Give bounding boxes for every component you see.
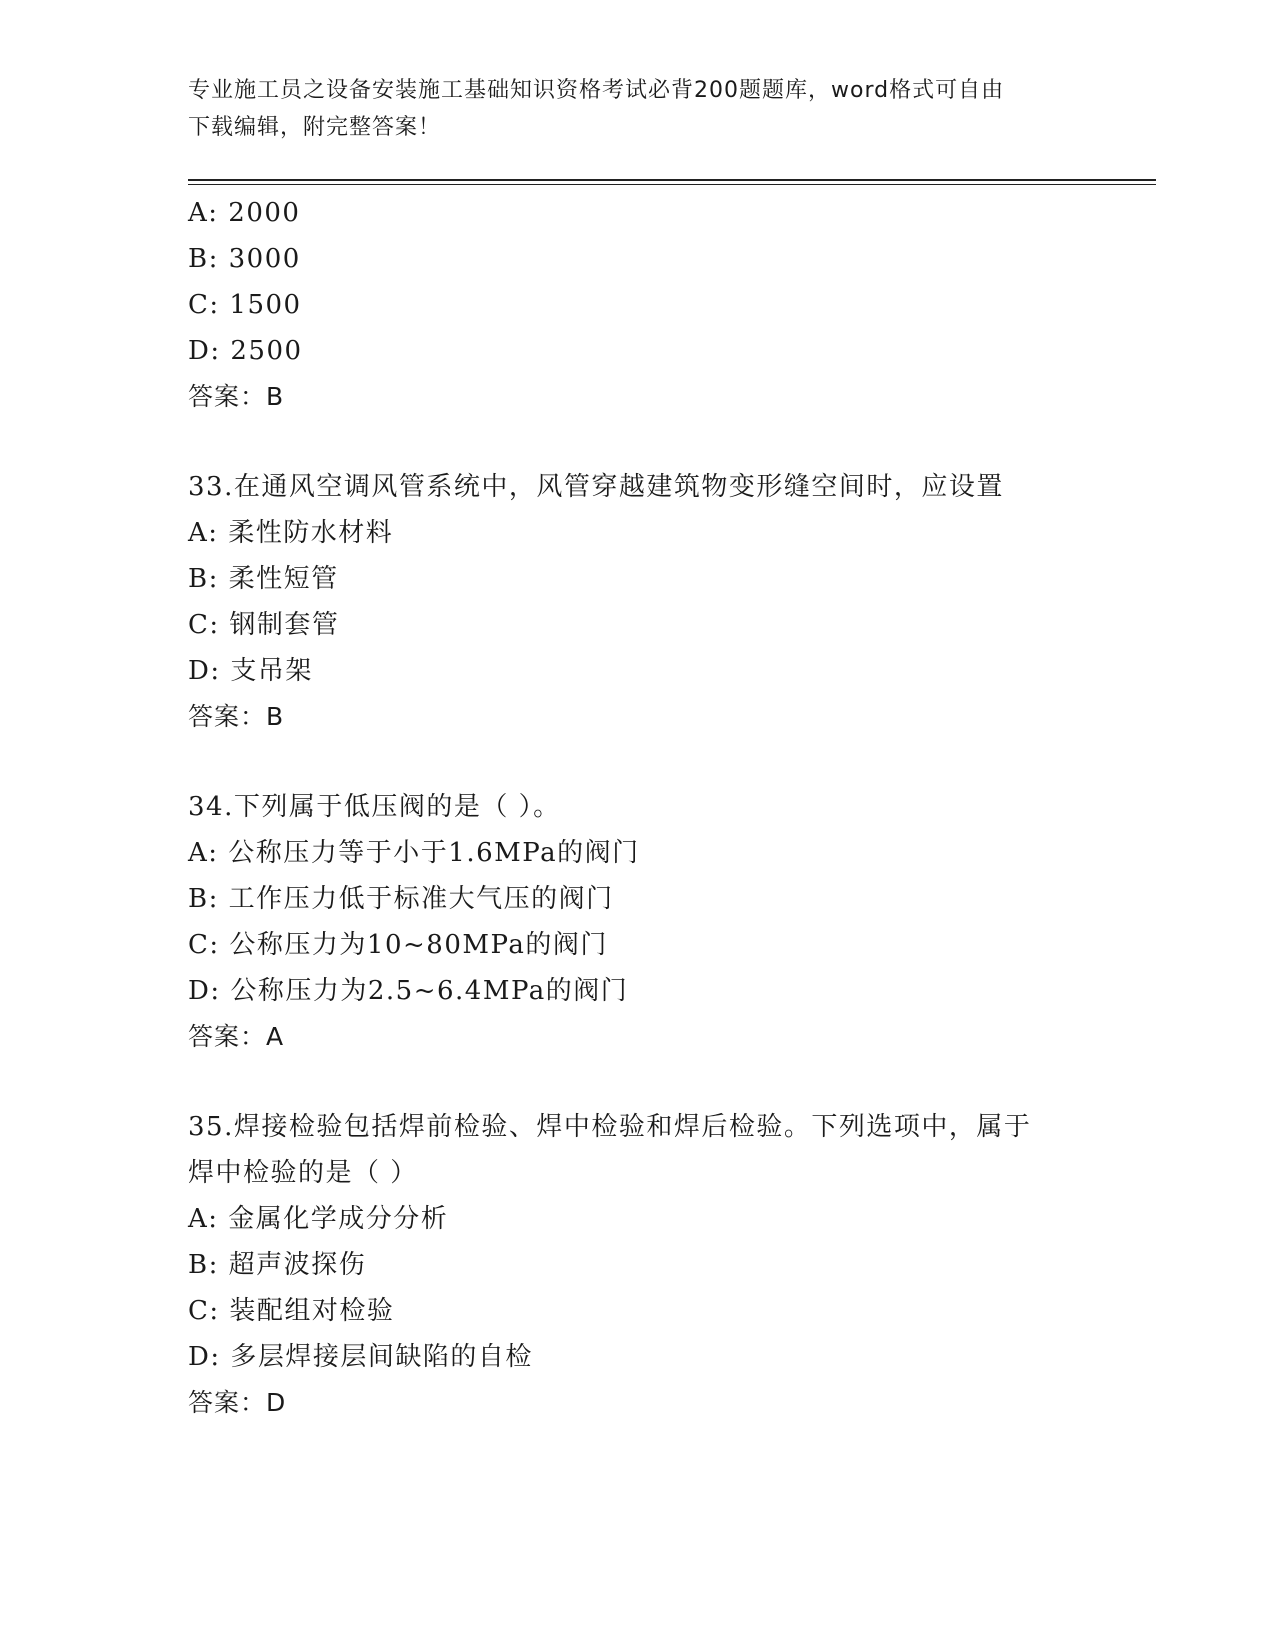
header-line-1: 专业施工员之设备安装施工基础知识资格考试必背200题题库，word格式可自由 bbox=[188, 78, 1005, 103]
option-c: C: 装配组对检验 bbox=[188, 1296, 395, 1326]
question-list bbox=[188, 190, 1108, 1426]
question-34 bbox=[188, 784, 1108, 1060]
option-c: C: 公称压力为10~80MPa的阀门 bbox=[188, 930, 608, 960]
question-stem-line-1: 35.焊接检验包括焊前检验、焊中检验和焊后检验。下列选项中，属于 bbox=[188, 1112, 1032, 1142]
question-35 bbox=[188, 1104, 1108, 1426]
option-d: D: 2500 bbox=[188, 336, 303, 366]
option-c: C: 1500 bbox=[188, 290, 302, 320]
answer-label: 答案：D bbox=[188, 1388, 287, 1417]
document-header bbox=[188, 72, 1068, 146]
option-c: C: 钢制套管 bbox=[188, 610, 340, 640]
answer-label: 答案：B bbox=[188, 382, 285, 411]
header-rule-thick bbox=[188, 179, 1156, 181]
answer-label: 答案：A bbox=[188, 1022, 285, 1051]
option-a: A: 公称压力等于小于1.6MPa的阀门 bbox=[188, 838, 640, 868]
option-d: D: 公称压力为2.5~6.4MPa的阀门 bbox=[188, 976, 629, 1006]
question-stem: 34.下列属于低压阀的是（ ）。 bbox=[188, 792, 561, 822]
option-d: D: 支吊架 bbox=[188, 656, 313, 686]
header-line-2: 下载编辑，附完整答案！ bbox=[188, 115, 442, 140]
option-a: A: 2000 bbox=[188, 198, 301, 228]
option-b: B: 3000 bbox=[188, 244, 301, 274]
question-stem-line-2: 焊中检验的是（ ） bbox=[188, 1158, 418, 1188]
option-b: B: 柔性短管 bbox=[188, 564, 339, 594]
option-b: B: 工作压力低于标准大气压的阀门 bbox=[188, 884, 614, 914]
header-rule-thin bbox=[188, 184, 1156, 185]
option-d: D: 多层焊接层间缺陷的自检 bbox=[188, 1342, 533, 1372]
option-a: A: 金属化学成分分析 bbox=[188, 1204, 449, 1234]
option-a: A: 柔性防水材料 bbox=[188, 518, 394, 548]
answer-label: 答案：B bbox=[188, 702, 285, 731]
question-33 bbox=[188, 464, 1108, 740]
question-stem: 33.在通风空调风管系统中，风管穿越建筑物变形缝空间时，应设置 bbox=[188, 472, 1004, 502]
option-b: B: 超声波探伤 bbox=[188, 1250, 367, 1280]
question-32 bbox=[188, 190, 1108, 420]
